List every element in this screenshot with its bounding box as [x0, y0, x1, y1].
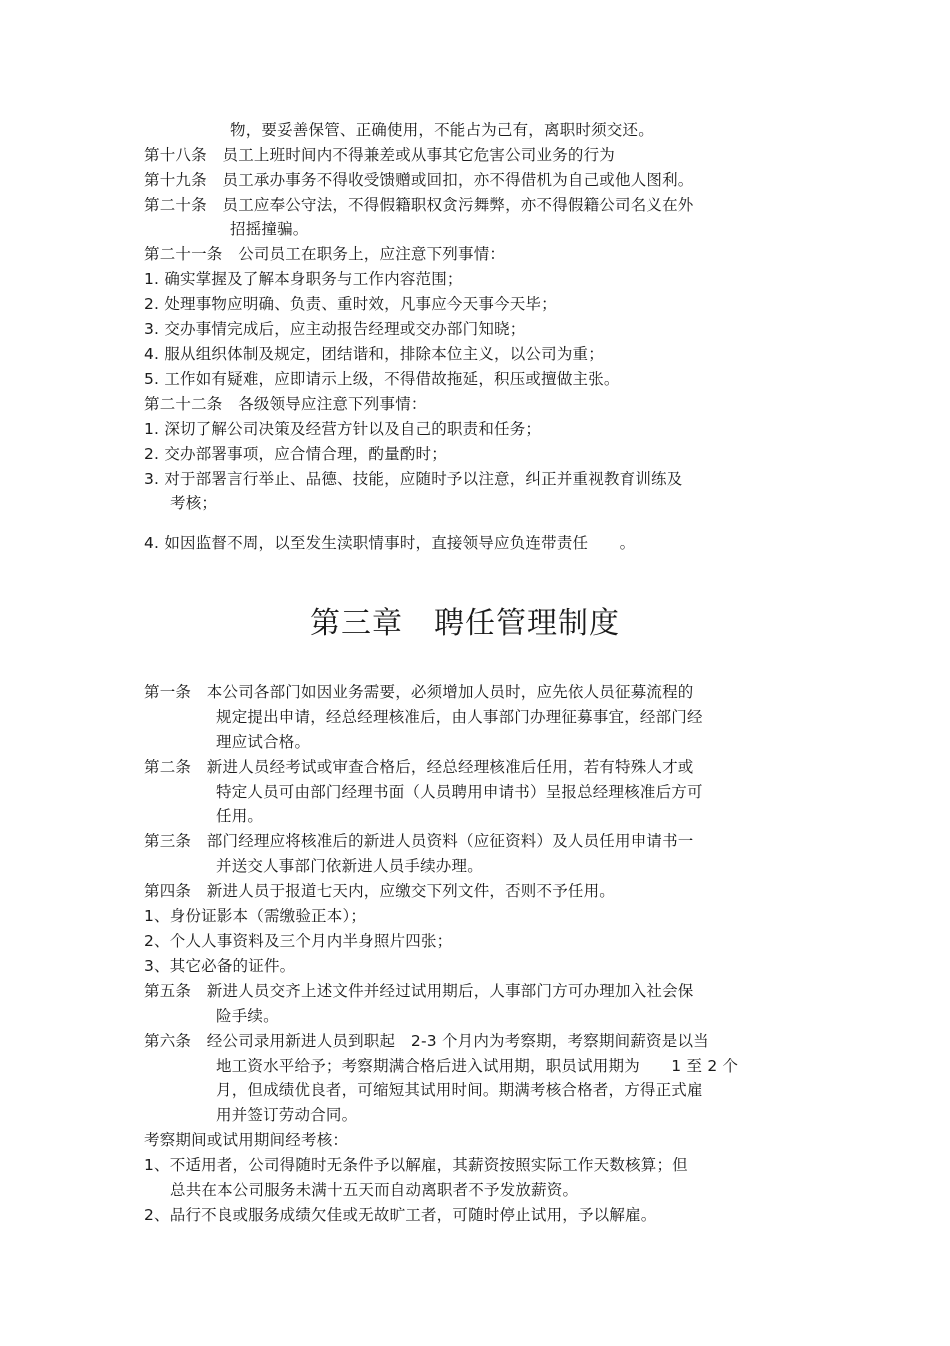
article-1: 第一条 本公司各部门如因业务需要，必须增加人员时，应先依人员征募流程的	[144, 683, 694, 701]
list-item: 3. 对于部署言行举止、品德、技能，应随时予以注意，纠正并重视教育训练及	[144, 470, 683, 488]
list-item: 2. 处理事物应明确、负责、重时效，凡事应今天事今天毕；	[144, 295, 557, 313]
list-item: 4. 如因监督不周，以至发生渎职情事时，直接领导应负连带责任 。	[144, 534, 636, 552]
list-item: 3. 交办事情完成后，应主动报告经理或交办部门知晓；	[144, 320, 526, 338]
article-6: 第六条 经公司录用新进人员到职起 2-3 个月内为考察期，考察期间薪资是以当	[144, 1032, 709, 1050]
list-item: 1、不适用者，公司得随时无条件予以解雇，其薪资按照实际工作天数核算；但	[144, 1156, 688, 1174]
list-item: 3、其它必备的证件。	[144, 957, 296, 975]
list-item: 4. 服从组织体制及规定，团结谐和，排除本位主义，以公司为重；	[144, 345, 604, 363]
article-2: 第二条 新进人员经考试或审查合格后，经总经理核准后任用，若有特殊人才或	[144, 758, 694, 776]
article-4: 第四条 新进人员于报道七天内，应缴交下列文件，否则不予任用。	[144, 882, 616, 900]
list-item: 1、身份证影本（需缴验正本）；	[144, 907, 367, 925]
text-line: 考察期间或试用期间经考核：	[144, 1131, 349, 1149]
text-line: 特定人员可由部门经理书面（人员聘用申请书）呈报总经理核准后方可	[216, 783, 703, 801]
list-item: 5. 工作如有疑难，应即请示上级，不得借故拖延，积压或擅做主张。	[144, 370, 620, 388]
text-line: 地工资水平给予；考察期满合格后进入试用期，职员试用期为 1 至 2 个	[216, 1057, 739, 1075]
list-item: 2、品行不良或服务成绩欠佳或无故旷工者，可随时停止试用，予以解雇。	[144, 1206, 657, 1224]
list-item: 2、个人人事资料及三个月内半身照片四张；	[144, 932, 453, 950]
article-5: 第五条 新进人员交齐上述文件并经过试用期后，人事部门方可办理加入社会保	[144, 982, 694, 1000]
article-3: 第三条 部门经理应将核准后的新进人员资料（应征资料）及人员任用申请书一	[144, 832, 694, 850]
list-item: 1. 确实掌握及了解本身职务与工作内容范围；	[144, 270, 463, 288]
text-line: 招摇撞骗。	[230, 220, 309, 238]
text-line: 并送交人事部门依新进人员手续办理。	[216, 857, 483, 875]
text-line: 任用。	[216, 807, 264, 825]
list-item: 2. 交办部署事项，应合情合理，酌量酌时；	[144, 445, 447, 463]
text-line: 总共在本公司服务未满十五天而自动离职者不予发放薪资。	[170, 1181, 579, 1199]
article-19: 第十九条 员工承办事务不得收受馈赠或回扣，亦不得借机为自己或他人图利。	[144, 171, 694, 189]
chapter-title: 第三章 聘任管理制度	[310, 606, 620, 641]
text-line: 用并签订劳动合同。	[216, 1106, 358, 1124]
text-line: 月，但成绩优良者，可缩短其试用时间。期满考核合格者，方得正式雇	[216, 1081, 703, 1099]
text-line: 理应试合格。	[216, 733, 311, 751]
article-22: 第二十二条 各级领导应注意下列事情：	[144, 395, 427, 413]
text-line: 规定提出申请，经总经理核准后，由人事部门办理征募事宜，经部门经	[216, 708, 703, 726]
article-18: 第十八条 员工上班时间内不得兼差或从事其它危害公司业务的行为	[144, 146, 616, 164]
article-21: 第二十一条 公司员工在职务上，应注意下列事情：	[144, 245, 506, 263]
text-line: 险手续。	[216, 1007, 279, 1025]
article-20: 第二十条 员工应奉公守法，不得假籍职权贪污舞弊，亦不得假籍公司名义在外	[144, 196, 694, 214]
text-line: 考核；	[170, 494, 218, 512]
list-item: 1. 深切了解公司决策及经营方针以及自己的职责和任务；	[144, 420, 542, 438]
text-line: 物，要妥善保管、正确使用，不能占为己有，离职时须交还。	[230, 121, 654, 139]
